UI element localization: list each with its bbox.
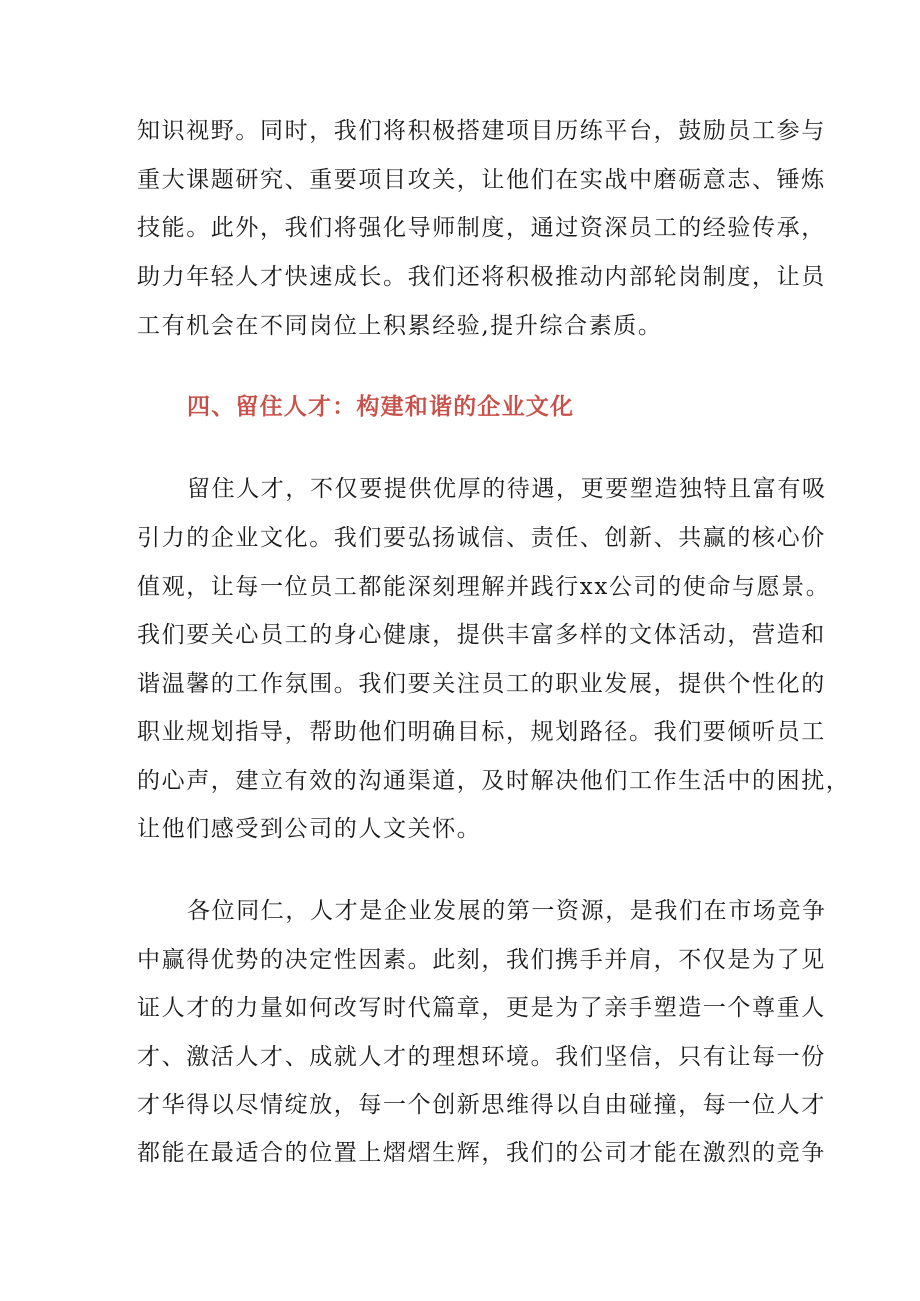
text-line: 工有机会在不同岗位上积累经验,提升综合素质。: [137, 313, 663, 339]
text-line: 职业规划指导，帮助他们明确目标，规划路径。我们要倾听员工: [137, 719, 826, 745]
text-line: 助力年轻人才快速成长。我们还将积极推动内部轮岗制度，让员: [137, 264, 826, 290]
text-line: 知识视野。同时，我们将积极搭建项目历练平台，鼓励员工参与: [137, 118, 826, 144]
text-line: 中赢得优势的决定性因素。此刻，我们携手并肩，不仅是为了见: [137, 947, 826, 973]
text-line: 的心声，建立有效的沟通渠道，及时解决他们工作生活中的困扰，: [137, 768, 851, 794]
text-line: 各位同仁，人才是企业发展的第一资源，是我们在市场竞争: [187, 898, 827, 924]
text-line: 谐温馨的工作氛围。我们要关注员工的职业发展，提供个性化的: [137, 671, 826, 697]
text-line: 值观，让每一位员工都能深刻理解并践行xx公司的使命与愿景。: [137, 574, 831, 600]
text-line: 才、激活人才、成就人才的理想环境。我们坚信，只有让每一份: [137, 1044, 826, 1070]
text-line: 技能。此外，我们将强化导师制度，通过资深员工的经验传承，: [137, 215, 826, 241]
text-line: 都能在最适合的位置上熠熠生辉，我们的公司才能在激烈的竞争: [137, 1140, 826, 1166]
text-line: 我们要关心员工的身心健康，提供丰富多样的文体活动，营造和: [137, 622, 826, 648]
text-line: 证人才的力量如何改写时代篇章，更是为了亲手塑造一个尊重人: [137, 995, 826, 1021]
text-line: 让他们感受到公司的人文关怀。: [137, 816, 482, 842]
section-heading: 四、留住人才：构建和谐的企业文化: [187, 393, 575, 420]
text-line: 才华得以尽情绽放，每一个创新思维得以自由碰撞，每一位人才: [137, 1092, 826, 1118]
text-line: 引力的企业文化。我们要弘扬诚信、责任、创新、共赢的核心价: [137, 525, 826, 551]
text-line: 重大课题研究、重要项目攻关，让他们在实战中磨砺意志、锤炼: [137, 167, 826, 193]
text-line: 留住人才，不仅要提供优厚的待遇，更要塑造独特且富有吸: [187, 476, 827, 502]
